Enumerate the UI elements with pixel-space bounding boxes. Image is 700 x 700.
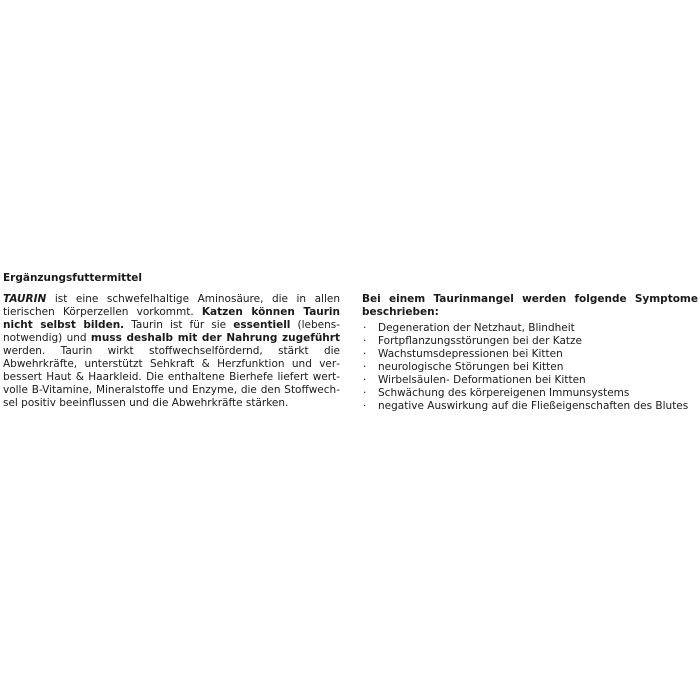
page-title: Ergänzungsfuttermittel [3, 272, 142, 284]
description-bold-2: essentiell [233, 319, 291, 331]
symptoms-heading: Bei einem Taurinmangel werden folgende Symptome beschrieben: [362, 293, 698, 318]
list-item [362, 387, 698, 400]
list-item [362, 348, 698, 361]
description-bold-3: muss deshalb mit der Nahrung zugeführt [90, 332, 340, 344]
bullet-icon: · [363, 361, 367, 373]
taurin-keyword [3, 293, 46, 305]
bullet-icon: · [363, 322, 367, 334]
symptom-text: Schwächung des körpereigenen Immunsystems [378, 387, 630, 399]
symptom-text: Wirbelsäulen- Deformationen bei Kitten [378, 374, 586, 386]
description-bold-1: Katzen können Taurin nicht selbst bilden. [3, 306, 341, 331]
list-item [362, 361, 698, 374]
description-text-3: (lebensnotwendig) und [3, 319, 340, 344]
symptom-text: Wachstumsdepressionen bei Kitten [378, 348, 563, 360]
symptom-text: negative Auswirkung auf die Fließeigenschaften des Blutes [378, 400, 689, 412]
list-item [362, 322, 698, 335]
bullet-icon: · [363, 387, 367, 399]
list-item [362, 374, 698, 387]
description-text-2: Taurin ist für sie [124, 319, 234, 331]
symptom-text: neurologische Störungen bei Kitten [378, 361, 564, 373]
description-text-4: werden. Taurin wirkt stoffwechselfördernd, stärkt die Abwehrkräfte, unterstützt Sehkraft & Herzfunktion und verbessert Haut & Haarkleid. Die enthaltene Bierhefe liefert wertvolle B-Vitamine, Mineralstoffe und Enzyme, die den Stoffwechsel positiv beeinflussen und die Abwehrkräfte stärken. [3, 345, 340, 409]
list-item [362, 335, 698, 348]
bullet-icon: · [363, 335, 367, 347]
bullet-icon: · [363, 374, 367, 386]
symptom-text: Degeneration der Netzhaut, Blindheit [378, 322, 575, 334]
symptom-list [362, 322, 698, 413]
bullet-icon: · [363, 348, 367, 360]
taurin-keyword-text: TAURIN [3, 293, 47, 305]
taurin-description [3, 293, 340, 410]
symptom-text: Fortpflanzungsstörungen bei der Katze [378, 335, 582, 347]
description-text-1: ist eine schwefelhaltige Aminosäure, die in allen tierischen Körperzellen vorkommt. [3, 293, 340, 318]
symptoms-section [362, 293, 698, 413]
bullet-icon: · [363, 400, 367, 412]
list-item [362, 400, 698, 413]
